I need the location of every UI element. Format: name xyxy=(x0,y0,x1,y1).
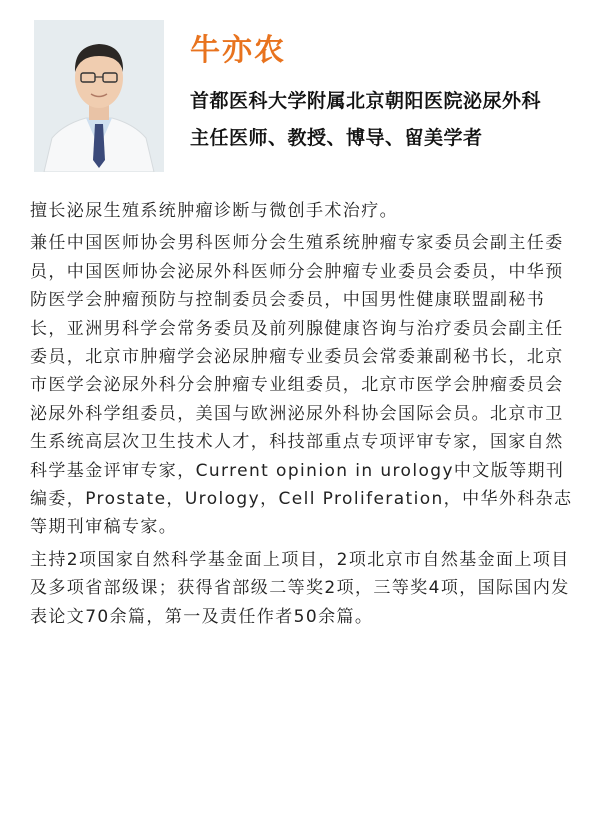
bio-research: 主持2项国家自然科学基金面上项目，2项北京市自然基金面上项目及多项省部级课；获得省部级二等奖2项，三等奖4项，国际国内发表论文70余篇，第一及责任作者50余篇。 xyxy=(30,549,570,627)
bio-positions: 兼任中国医师协会男科医师分会生殖系统肿瘤专家委员会副主任委员，中国医师协会泌尿外科医师分会肿瘤专业委员会委员，中华预防医学会肿瘤预防与控制委员会委员，中国男性健康联盟副秘书长，亚洲男科学会常务委员及前列腺健康咨询与治疗委员会副主任委员，北京市肿瘤学会泌尿肿瘤专业委员会常委兼副秘书长，北京市医学会泌尿外科分会肿瘤专业组委员，北京市医学会肿瘤委员会泌尿外科学组委员，美国与欧洲泌尿外科协会国际会员。北京市卫生系统高层次卫生技术人才，科技部重点专项评审专家，国家自然科学基金评审专家，Current opinion in urology中文版等期刊编委，Prostate，Urology，Cell Proliferation，中华外科杂志等期刊审稿专家。 xyxy=(30,233,573,538)
doctor-name: 牛亦农 xyxy=(190,33,286,68)
doctor-titles: 主任医师、教授、博导、留美学者 xyxy=(190,127,483,149)
portrait-illustration xyxy=(34,20,164,172)
profile-header xyxy=(0,0,600,185)
doctor-portrait xyxy=(34,20,164,172)
bio-specialty: 擅长泌尿生殖系统肿瘤诊断与微创手术治疗。 xyxy=(30,201,398,221)
biography xyxy=(30,197,578,633)
doctor-affiliation: 首都医科大学附属北京朝阳医院泌尿外科 xyxy=(190,90,542,112)
